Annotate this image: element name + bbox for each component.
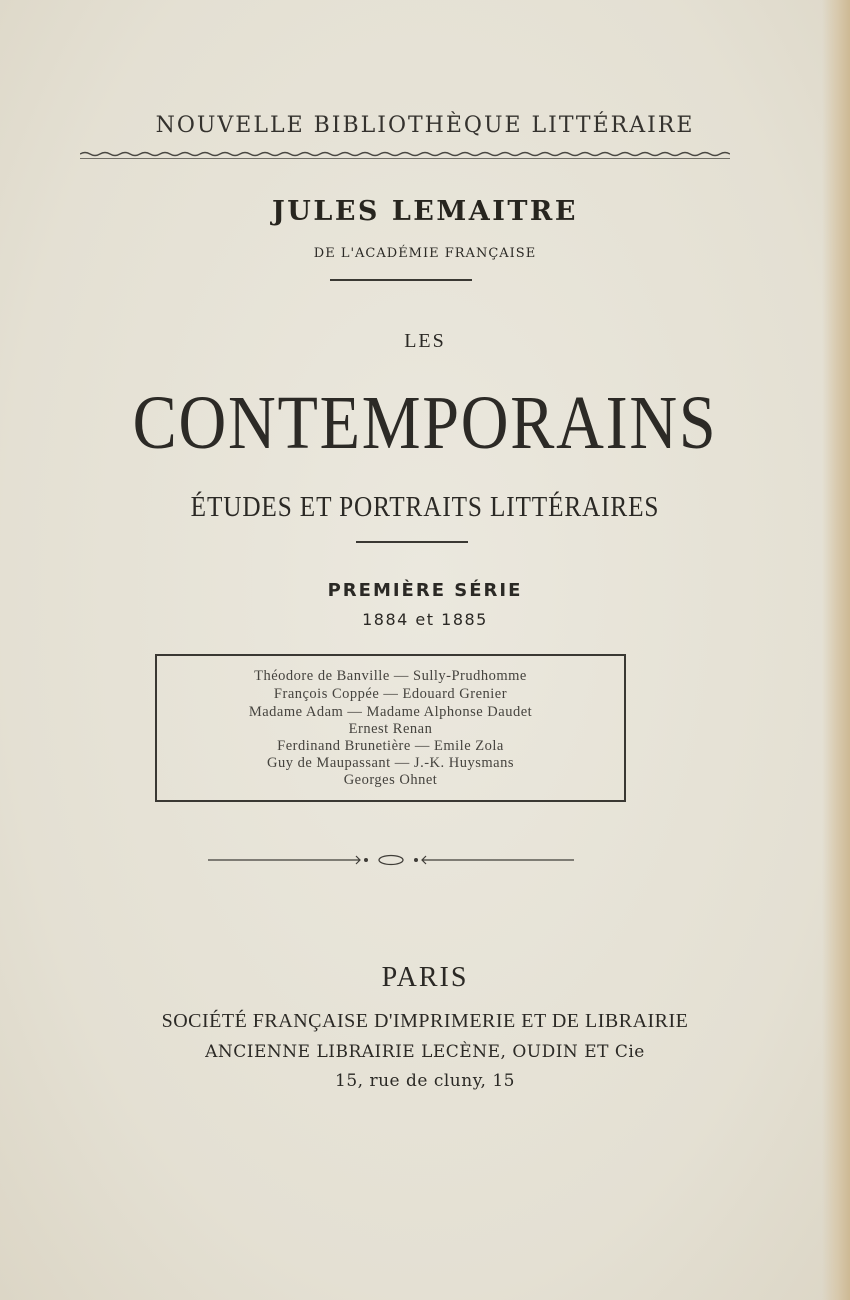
contents-line: Guy de Maupassant — J.-K. Huysmans xyxy=(267,755,514,771)
publisher-former-name: ANCIENNE LIBRAIRIE LECÈNE, OUDIN ET Cie xyxy=(205,1042,645,1062)
publication-place: PARIS xyxy=(381,962,469,993)
series-title: NOUVELLE BIBLIOTHÈQUE LITTÉRAIRE xyxy=(155,113,695,138)
page-edge xyxy=(822,0,850,1300)
divider-rule xyxy=(356,541,468,543)
divider-rule xyxy=(330,279,472,281)
subtitle: ÉTUDES ET PORTRAITS LITTÉRAIRES xyxy=(190,491,660,523)
contents-line: Théodore de Banville — Sully-Prudhomme xyxy=(254,668,527,684)
author-affiliation: DE L'ACADÉMIE FRANÇAISE xyxy=(313,246,537,261)
publisher-address: 15, rue de cluny, 15 xyxy=(335,1071,515,1091)
contents-line: Georges Ohnet xyxy=(343,772,438,788)
publication-years: 1884 et 1885 xyxy=(362,610,488,629)
ornament-rule xyxy=(208,852,574,868)
contents-line: Ernest Renan xyxy=(348,721,433,737)
series-number: PREMIÈRE SÉRIE xyxy=(327,580,523,601)
contents-line: François Coppée — Edouard Grenier xyxy=(273,686,508,702)
wavy-rule xyxy=(80,149,730,163)
author-name: JULES LEMAITRE xyxy=(272,196,578,227)
contents-line: Ferdinand Brunetière — Emile Zola xyxy=(277,738,504,754)
contents-box xyxy=(155,654,626,802)
publisher: SOCIÉTÉ FRANÇAISE D'IMPRIMERIE ET DE LIBRAIRIE xyxy=(161,1010,689,1032)
contents-line: Madame Adam — Madame Alphonse Daudet xyxy=(248,704,533,720)
main-title: CONTEMPORAINS xyxy=(132,381,718,465)
title-article: LES xyxy=(404,330,446,352)
